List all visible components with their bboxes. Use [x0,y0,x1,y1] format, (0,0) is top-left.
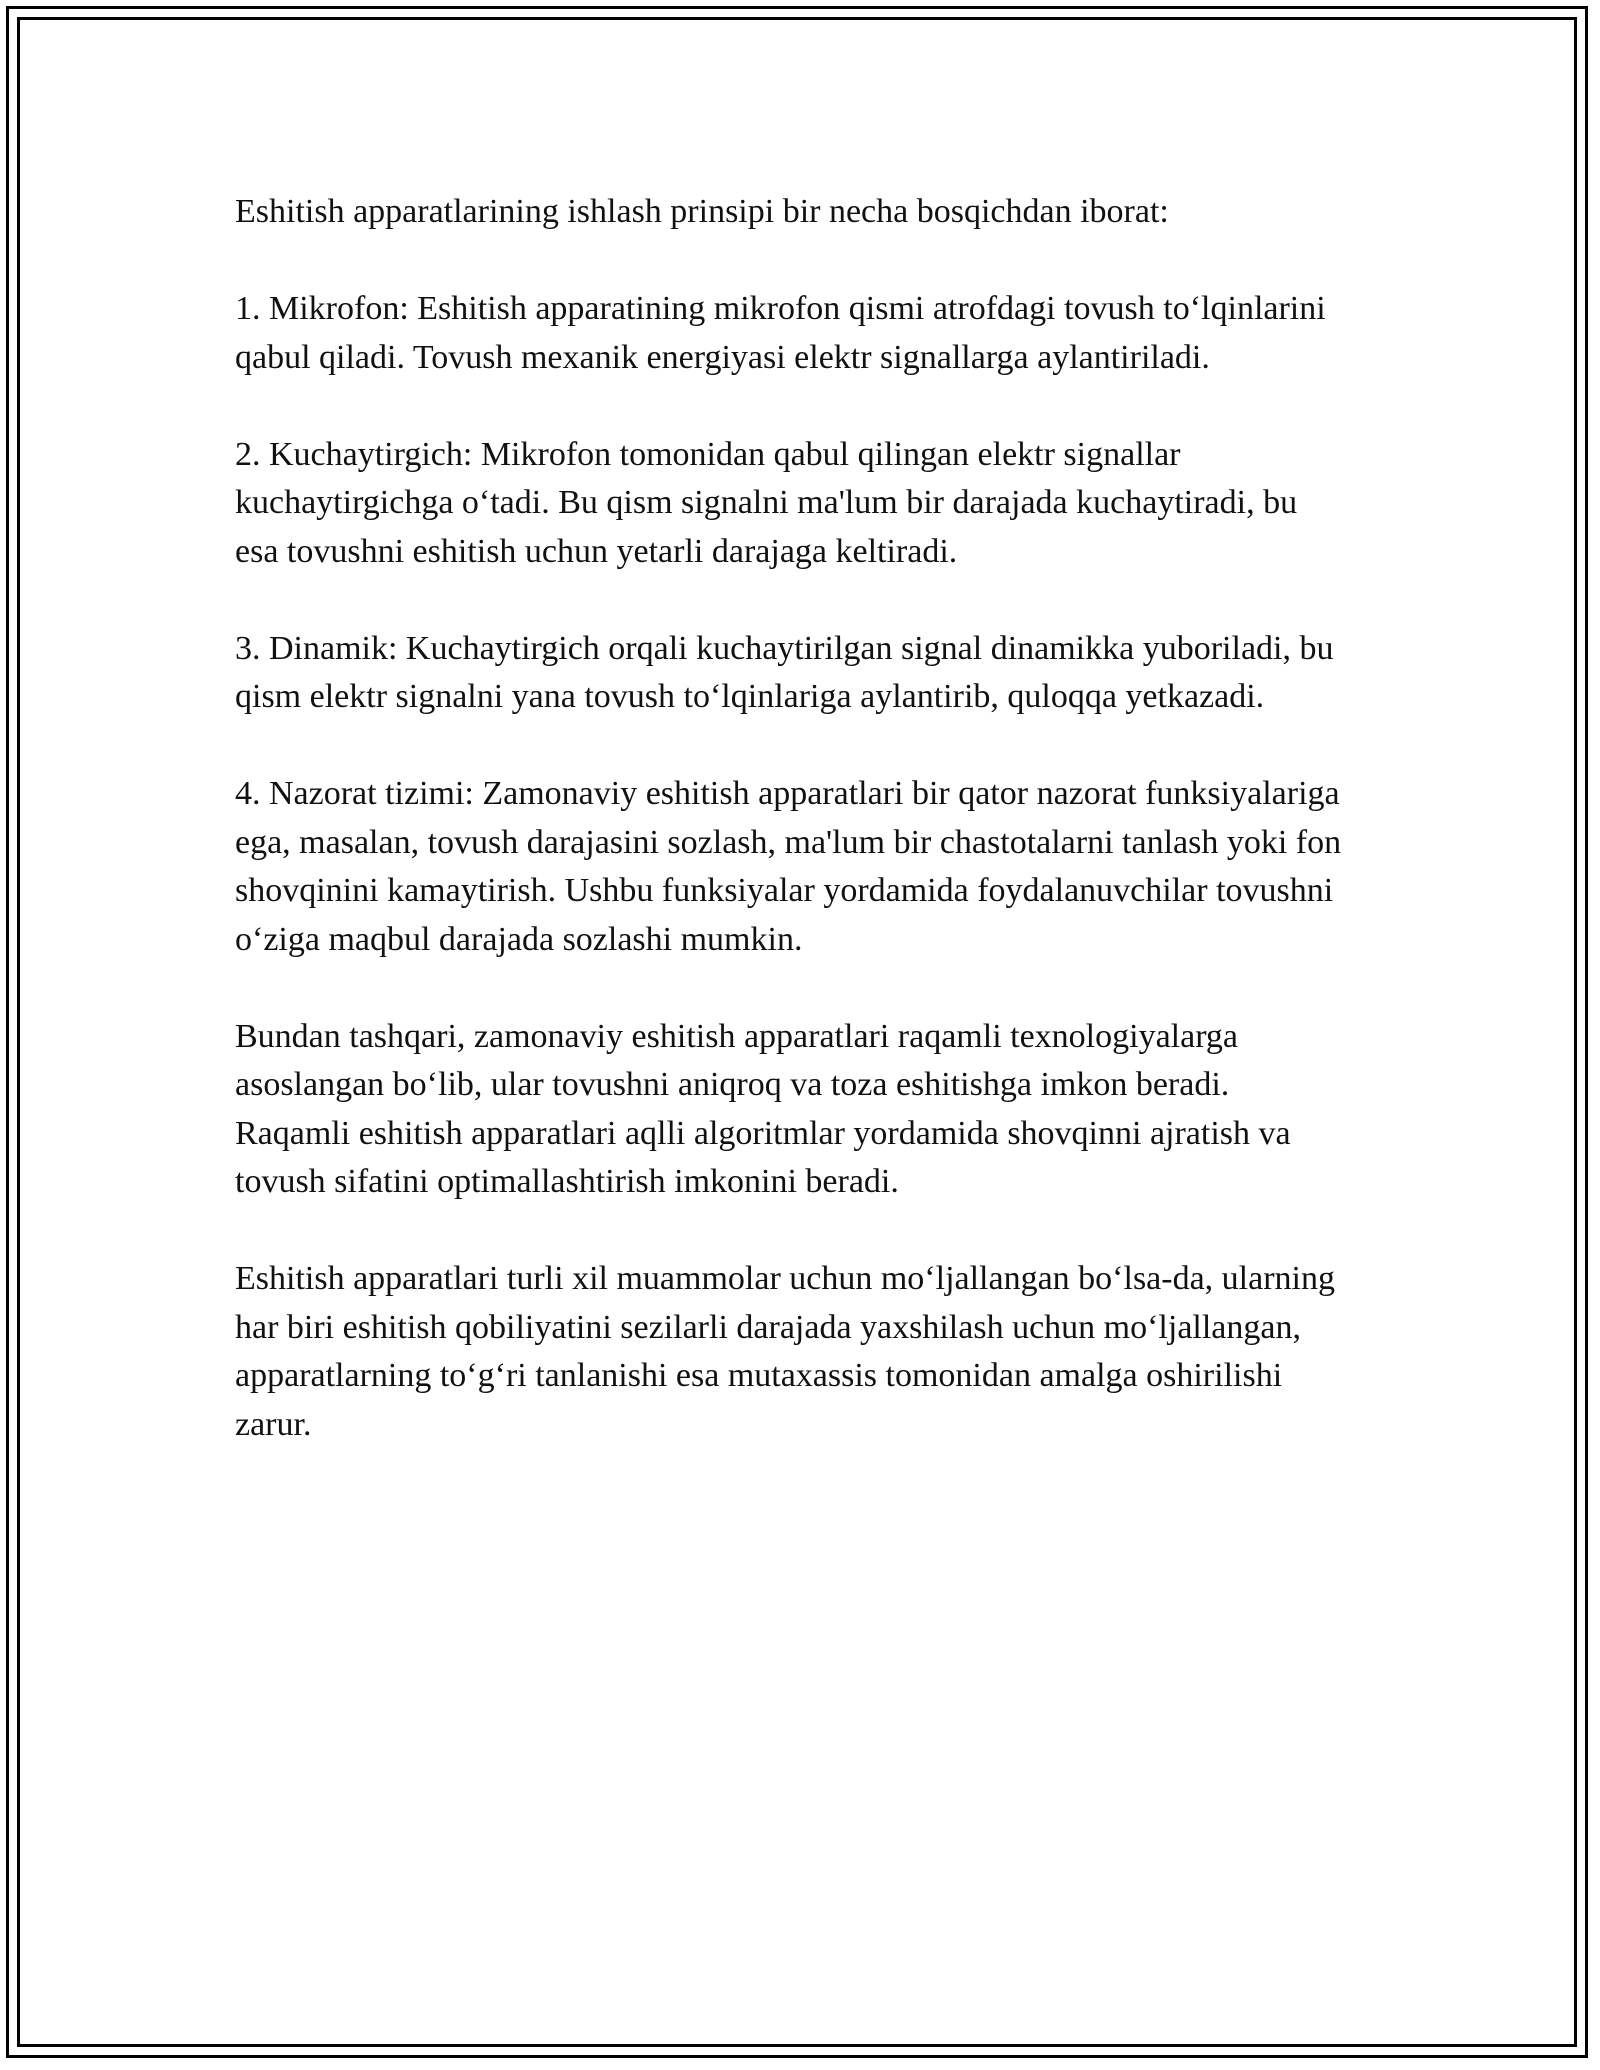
list-item-control-system: 4. Nazorat tizimi: Zamonaviy eshitish apparatlari bir qator nazorat funksiyalariga ega, masalan, tovush darajasini sozlash, ma'lum bir chastotalarni tanlash yoki fon shovqinini kamaytirish. Ushbu funksiyalar yordamida foydalanuvchilar tovushni o‘ziga maqbul darajada sozlashi mumkin. [235,775,1342,958]
list-item-amplifier: 2. Kuchaytirgich: Mikrofon tomonidan qabul qilingan elektr signallar kuchaytirgichga o‘tadi. Bu qism signalni ma'lum bir darajada kuchaytiradi, bu esa tovushni eshitish uchun yetarli darajaga keltiradi. [235,435,1298,570]
list-item-microphone: 1. Mikrofon: Eshitish apparatining mikrofon qismi atrofdagi tovush to‘lqinlarini qabul qiladi. Tovush mexanik energiyasi elektr signallarga aylantiriladi. [235,290,1326,376]
document-body [235,188,1345,1449]
conclusion-paragraph: Eshitish apparatlari turli xil muammolar uchun mo‘ljallangan bo‘lsa-da, ularning har biri eshitish qobiliyatini sezilarli darajada yaxshilash uchun mo‘ljallangan, apparatlarning to‘g‘ri tanlanishi esa mutaxassis tomonidan amalga oshirilishi zarur. [235,1260,1335,1443]
list-item-speaker: 3. Dinamik: Kuchaytirgich orqali kuchaytirilgan signal dinamikka yuboriladi, bu qism elektr signalni yana tovush to‘lqinlariga aylantirib, quloqqa yetkazadi. [235,629,1334,715]
digital-technology-paragraph: Bundan tashqari, zamonaviy eshitish apparatlari raqamli texnologiyalarga asoslangan bo‘lib, ular tovushni aniqroq va toza eshitishga imkon beradi. Raqamli eshitish apparatlari aqlli algoritmlar yordamida shovqinni ajratish va tovush sifatini optimallashtirish imkonini beradi. [235,1017,1291,1200]
intro-paragraph: Eshitish apparatlarining ishlash prinsipi bir necha bosqichdan iborat: [235,193,1169,230]
